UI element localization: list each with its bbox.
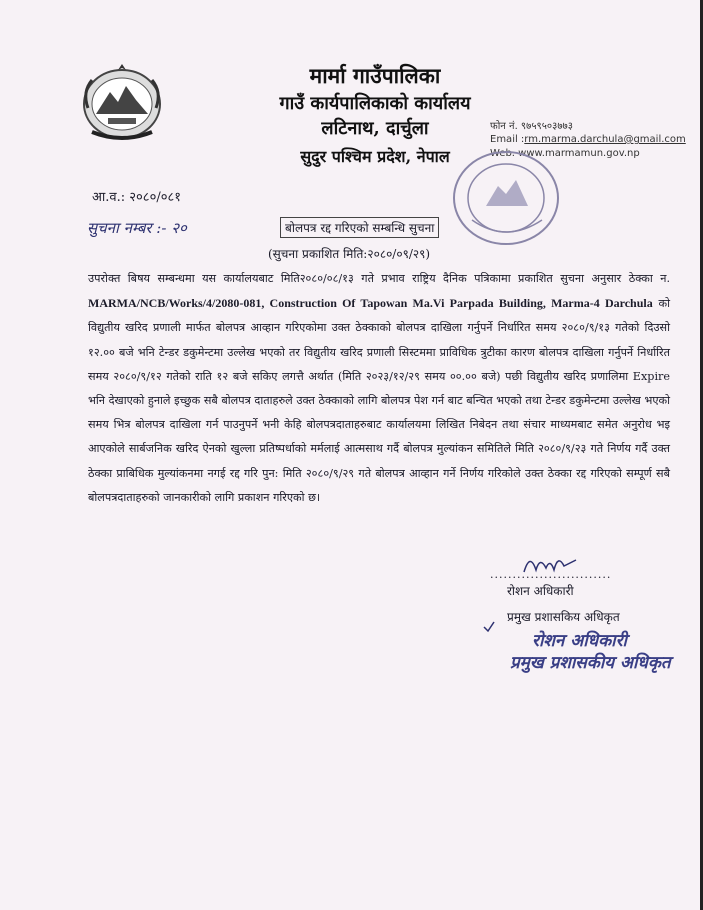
phone-number: फोन नं. ९७५९५०३७७३ xyxy=(490,121,573,132)
nepal-emblem-icon xyxy=(78,62,166,142)
fiscal-year: आ.व.: २०८०/०८१ xyxy=(92,190,181,205)
web-address[interactable]: www.marmamun.gov.np xyxy=(518,148,640,159)
published-date: (सुचना प्रकाशित मिति:२०८०/०९/२९) xyxy=(268,247,431,261)
web-label: Web. xyxy=(490,148,515,159)
notice-subject: बोलपत्र रद्द गरिएको सम्बन्धि सुचना xyxy=(280,217,439,238)
body-part-2: को विद्युतीय खरिद प्रणाली मार्फत बोलपत्र आव्हान गरिएकोमा उक्त ठेक्काको बोलपत्र दाखिला गर्नुपर्ने निर्धारित समय २०८०/९/१३ गतेको दिउसो १२.०० बजे भनि टेन्डर डकुमेन्टमा उल्लेख भएको तर विद्युतीय खरिद प्रणाली सिस्टममा प्राविधिक त्रुटीका कारण बोलपत्र दाखिला गर्नुपर्ने निर्धारित समय २०८०/९/१२ गतेको राति १२ बजे सकिए लगत्तै अर्थात (मिति २०२३/१२/२९ समय ००.०० बजे) पछी विद्युतीय खरिद प्रणालिमा Expire भनि देखाएको हुनाले इच्छुक सबै बोलपत्र दाताहरुले उक्त ठेक्काको लागि बोलपत्र पेश गर्न बाट बन्चित भएको तथा टेन्डर डकुमेन्टमा उल्लेख भएको समय भित्र बोलपत्र दाखिला गर्न पाउनुपर्ने भनी केहि बोलपत्रदाताहरुबाट कार्यालयमा लिखित निबेदन तथा संचार माध्यमबाट समेत अनुरोध भइ आएकोले सार्बजनिक खरिद ऐनको खुल्ला प्रतिष्पर्धाको मर्मलाई आत्मसाथ गर्दै बोलपत्र मुल्यांकन समितिले मिति २०८०/९/२३ गते निर्णय गर्दै उक्त ठेक्का प्राबिधिक मुल्यांकनमा नगई रद्द गरि पुन: मिति २०८०/९/२९ गते बोलपत्र आव्हान गर्ने निर्णय गरिकोले उक्त ठेक्का रद्द गरिएको सम्पूर्ण सबै बोलपत्रदाताहरुको जानकारीको लागि प्रकाशन गरिएको छ। xyxy=(88,297,671,504)
notice-number: सुचना नम्बर :- २० xyxy=(87,219,187,237)
signatory-name: रोशन अधिकारी xyxy=(507,584,574,598)
signatory-title: प्रमुख प्रशासकिय अधिकृत xyxy=(507,610,620,624)
stamp-title: प्रमुख प्रशासकीय अधिकृत xyxy=(510,653,671,673)
email-label: Email : xyxy=(490,134,525,145)
email-line xyxy=(490,134,686,145)
notice-body xyxy=(88,267,670,510)
contract-reference: MARMA/NCB/Works/4/2080-081, Construction Of Tapowan Ma.Vi Parpada Building, Marma-4 Darchula xyxy=(88,296,653,311)
body-part-1: उपरोक्त बिषय सम्बन्धमा यस कार्यालयबाट मिति२०८०/०८/१३ गते प्रभाव राष्ट्रिय दैनिक पत्रिकामा प्रकाशित सुचना अनुसार ठेक्का न. xyxy=(88,272,670,285)
office-seal-icon xyxy=(450,148,562,248)
office-location: लटिनाथ, दार्चुला xyxy=(321,118,429,139)
email-address[interactable]: rm.marma.darchula@gmail.com xyxy=(524,134,686,145)
office-name: गाउँ कार्यपालिकाको कार्यालय xyxy=(279,93,471,114)
signature-line: ........................... xyxy=(490,568,612,581)
stamp-name: रोशन अधिकारी xyxy=(532,631,627,651)
municipality-name: मार्मा गाउँपालिका xyxy=(309,63,441,88)
tick-mark-icon xyxy=(482,620,496,634)
province-name: सुदुर पश्चिम प्रदेश, नेपाल xyxy=(300,147,450,166)
